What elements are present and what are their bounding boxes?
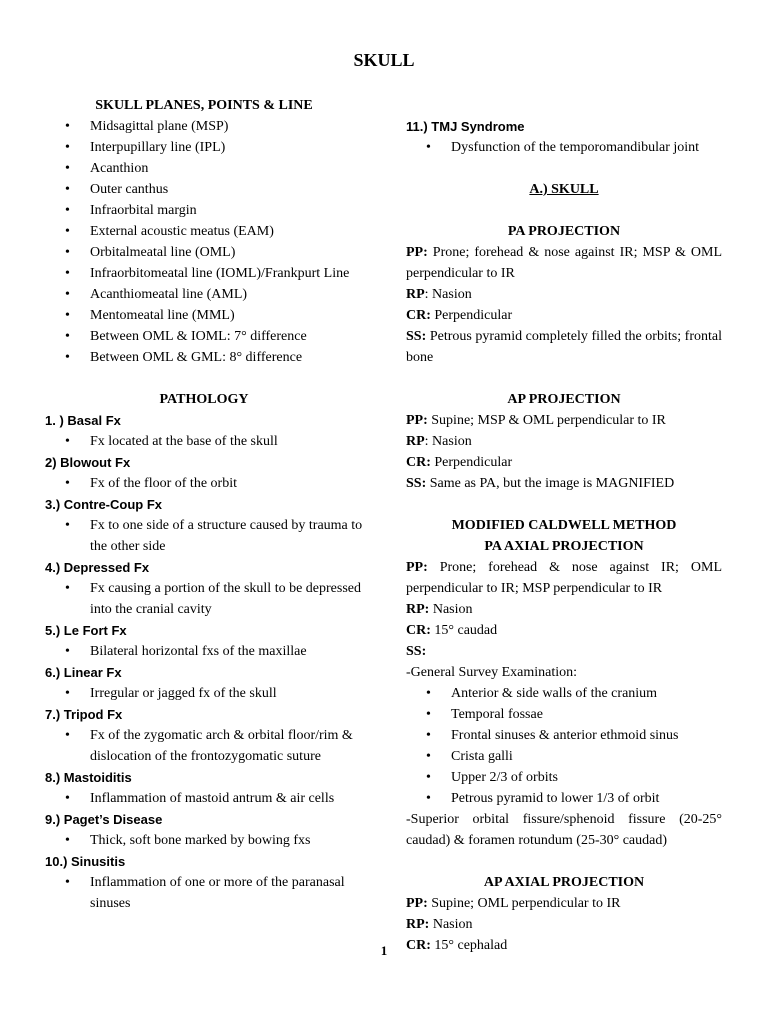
caldwell-cr: CR: 15° caudad [406,623,498,638]
list-item: • Interpupillary line (IPL) [45,137,363,158]
ap-rp: RP: Nasion [406,434,472,449]
pathology-item-desc: • Fx to one side of a structure caused by trauma to the other side [45,515,363,557]
pathology-item-name: 3.) Contre-Coup Fx [45,497,162,512]
ap-pp: PP: Supine; MSP & OML perpendicular to IR [406,413,666,428]
pathology-item-desc: • Inflammation of one or more of the paranasal sinuses [45,872,363,914]
list-item: • Anterior & side walls of the cranium [406,683,722,704]
planes-heading: SKULL PLANES, POINTS & LINE [95,98,313,113]
pathology-item-name: 2) Blowout Fx [45,455,131,470]
ap-cr: CR: Perpendicular [406,455,513,470]
survey-list [406,683,722,809]
caldwell-heading: MODIFIED CALDWELL METHOD [451,518,677,533]
pathology-item-name: 6.) Linear Fx [45,665,122,680]
pa-ss: SS: Petrous pyramid completely filled the orbits; frontal bone [406,329,722,365]
section-a-heading: A.) SKULL [529,182,599,197]
page-title: SKULL [353,50,415,70]
list-item: • Infraorbitomeatal line (IOML)/Frankpurt Line [45,263,363,284]
pa-pp: PP: Prone; forehead & nose against IR; MSP & OML perpendicular to IR [406,245,722,281]
ap-axial-cr: CR: 15° cephalad [406,938,508,953]
ap-axial-rp: RP: Nasion [406,917,473,932]
pathology-item-name: 7.) Tripod Fx [45,707,123,722]
pathology-item-name: 5.) Le Fort Fx [45,623,127,638]
pathology-item-desc: • Fx of the zygomatic arch & orbital floor/rim & dislocation of the frontozygomatic suture [45,725,363,767]
pathology-item-name: 9.) Paget’s Disease [45,812,163,827]
survey-label: -General Survey Examination: [406,665,578,680]
left-column [45,95,363,914]
pathology-item-name: 8.) Mastoiditis [45,770,132,785]
tmj-heading: 11.) TMJ Syndrome [406,119,525,134]
pathology-item-desc: • Thick, soft bone marked by bowing fxs [45,830,363,851]
ap-ss: SS: Same as PA, but the image is MAGNIFIED [406,476,675,491]
caldwell-rp: RP: Nasion [406,602,473,617]
fissure-note: -Superior orbital fissure/sphenoid fissure (20-25° caudad) & foramen rotundum (25-30° caudad) [406,812,722,848]
caldwell-ss: SS: [406,644,427,659]
right-column [406,116,722,956]
list-item: • Infraorbital margin [45,200,363,221]
list-item: • Orbitalmeatal line (OML) [45,242,363,263]
ap-axial-pp: PP: Supine; OML perpendicular to IR [406,896,621,911]
page-number: 1 [380,943,388,958]
planes-list [45,116,363,368]
pathology-item-desc: • Inflammation of mastoid antrum & air cells [45,788,363,809]
list-item: • Mentomeatal line (MML) [45,305,363,326]
pa-rp: RP: Nasion [406,287,472,302]
pathology-heading: PATHOLOGY [159,392,249,407]
pa-cr: CR: Perpendicular [406,308,513,323]
list-item: • Crista galli [406,746,722,767]
list-item: • Upper 2/3 of orbits [406,767,722,788]
list-item: • Petrous pyramid to lower 1/3 of orbit [406,788,722,809]
ap-axial-heading: AP AXIAL PROJECTION [483,875,645,890]
list-item: • Acanthion [45,158,363,179]
pathology-item-desc: • Fx causing a portion of the skull to be depressed into the cranial cavity [45,578,363,620]
list-item: • Midsagittal plane (MSP) [45,116,363,137]
list-item: • Outer canthus [45,179,363,200]
list-item: • Acanthiomeatal line (AML) [45,284,363,305]
pathology-item-desc: • Bilateral horizontal fxs of the maxillae [45,641,363,662]
pathology-item-desc: • Fx located at the base of the skull [45,431,363,452]
pathology-item-name: 10.) Sinusitis [45,854,126,869]
pa-axial-heading: PA AXIAL PROJECTION [484,539,644,554]
pathology-item-desc: • Fx of the floor of the orbit [45,473,363,494]
caldwell-pp: PP: Prone; forehead & nose against IR; OML perpendicular to IR; MSP perpendicular to IR [406,560,722,596]
pathology-item-name: 4.) Depressed Fx [45,560,150,575]
pathology-item-desc: • Irregular or jagged fx of the skull [45,683,363,704]
pa-heading: PA PROJECTION [507,224,621,239]
list-item: • Frontal sinuses & anterior ethmoid sinus [406,725,722,746]
ap-heading: AP PROJECTION [507,392,621,407]
list-item: • External acoustic meatus (EAM) [45,221,363,242]
pathology-item-name: 1. ) Basal Fx [45,413,121,428]
list-item: • Temporal fossae [406,704,722,725]
list-item: • Between OML & IOML: 7° difference [45,326,363,347]
tmj-desc: • Dysfunction of the temporomandibular joint [406,137,722,158]
list-item: • Between OML & GML: 8° difference [45,347,363,368]
